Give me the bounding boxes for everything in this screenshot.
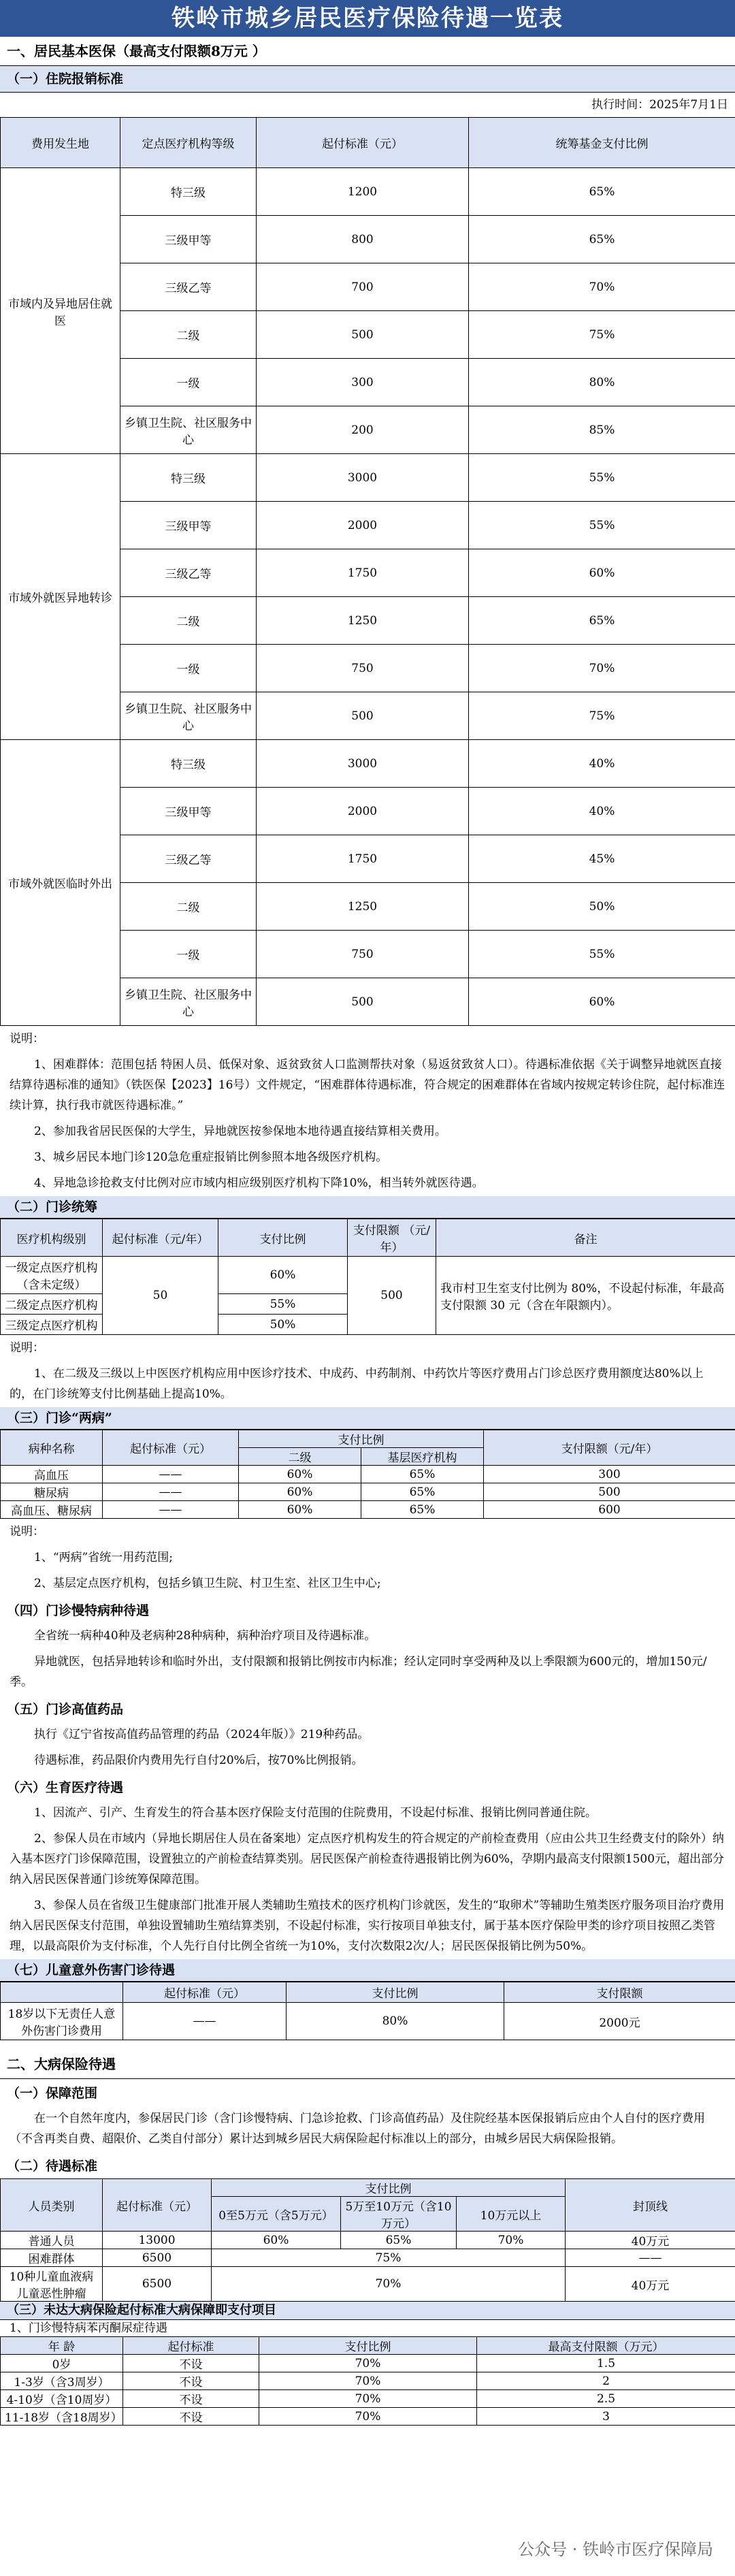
level-cell: 三级乙等 [120, 263, 257, 311]
ratio-cell: 60% [212, 2232, 341, 2249]
cap-cell: 40万元 [566, 2267, 735, 2302]
cap-cell: —— [566, 2249, 735, 2267]
level-cell: 二级 [120, 883, 257, 931]
age-cell: 0岁 [1, 2355, 123, 2372]
header-cell: 二级 [239, 1448, 361, 1466]
table-row [1, 2408, 735, 2426]
ratio-cell: 65% [469, 597, 735, 645]
ratio-cell: 60% [239, 1483, 361, 1501]
start-cell: 13000 [103, 2232, 212, 2249]
note-3: 3、城乡居民本地门诊120急危重症报销比例参照本地各级医疗机构。 [34, 1150, 388, 1164]
place-cell: 市域内及异地居住就医 [1, 168, 120, 454]
header-cell: 定点医疗机构等级 [120, 118, 257, 168]
header-cell: 封顶线 [566, 2179, 735, 2232]
start-cell: —— [103, 1483, 239, 1501]
start-cell: 750 [257, 645, 469, 692]
header-cell: 支付限额 [504, 1982, 735, 2003]
ratio-cell: 70% [259, 2408, 477, 2426]
ratio-cell: 75% [469, 311, 735, 359]
start-cell: —— [103, 1501, 239, 1519]
high-value-drug-p2: 待遇标准，药品限价内费用先行自付20%后，按70%比例报销。 [34, 1754, 363, 1767]
start-cell: 50 [103, 1257, 218, 1335]
table-row [1, 2372, 735, 2390]
header-cell: 病种名称 [1, 1430, 103, 1466]
level-cell: 特三级 [120, 168, 257, 216]
start-cell: 2000 [257, 502, 469, 549]
critical-illness-table [0, 2178, 735, 2302]
level-cell: 一级 [120, 931, 257, 978]
ratio-cell: 80% [469, 359, 735, 406]
limit-cell: 2000元 [504, 2003, 735, 2040]
table-row [1, 2355, 735, 2372]
table-row [1, 2232, 735, 2249]
ratio-cell: 40% [469, 740, 735, 788]
header-cell: 起付标准（元） [123, 1982, 287, 2003]
header-cell: 最高支付限额（万元） [477, 2337, 735, 2355]
two-diseases-header-row [1, 1430, 735, 1448]
ratio-cell: 70% [469, 263, 735, 311]
header-cell: 10万元以上 [457, 2197, 566, 2232]
start-cell: 500 [257, 311, 469, 359]
header-cell: 5万至10万元（含10万元） [341, 2197, 457, 2232]
header-cell: 年 龄 [1, 2337, 123, 2355]
ratio-cell: 50% [218, 1315, 348, 1335]
table-row [1, 1501, 735, 1519]
inpatient-table [0, 117, 735, 1026]
level-cell: 三级甲等 [120, 788, 257, 835]
ratio-cell: 60% [218, 1257, 348, 1294]
who-cell: 普通人员 [1, 2232, 103, 2249]
high-value-drug-heading: （五）门诊高值药品 [7, 1702, 124, 1717]
start-cell: 3000 [257, 454, 469, 502]
level-cell: 二级 [120, 311, 257, 359]
start-cell: 6500 [103, 2267, 212, 2302]
ratio-cell: 70% [259, 2390, 477, 2408]
level-cell: 二级定点医疗机构 [1, 1294, 103, 1315]
table-row [1, 454, 735, 502]
header-cell: 支付比例 [218, 1219, 348, 1257]
who-cell: 10种儿童血液病儿童恶性肿瘤 [1, 2267, 103, 2302]
ratio-cell: 55% [469, 454, 735, 502]
table-row [1, 168, 735, 216]
inpatient-header-row [1, 118, 735, 168]
maternity-heading: （六）生育医疗待遇 [7, 1780, 124, 1795]
critical-header-row [1, 2179, 735, 2197]
page-title: 铁岭市城乡居民医疗保险待遇一览表 [0, 0, 735, 37]
name-cell: 高血压 [1, 1466, 103, 1483]
notes-label: 说明： [10, 1341, 44, 1355]
start-cell: 1750 [257, 835, 469, 883]
name-cell: 高血压、糖尿病 [1, 1501, 103, 1519]
header-cell: 支付比例 [259, 2337, 477, 2355]
level-cell: 一级 [120, 359, 257, 406]
notes-label: 说明： [10, 1032, 44, 1046]
two-diseases-note-1: 1、“两病”省统一用药范围; [34, 1551, 173, 1564]
start-cell: 200 [257, 406, 469, 454]
start-cell: 不设 [123, 2408, 259, 2426]
header-cell: 支付限额 （元/年） [348, 1219, 436, 1257]
ratio-cell: 50% [469, 883, 735, 931]
start-cell: 700 [257, 263, 469, 311]
header-cell: 支付比例 [287, 1982, 504, 2003]
place-cell: 市域外就医异地转诊 [1, 454, 120, 740]
ratio-cell: 65% [361, 1483, 484, 1501]
level-cell: 特三级 [120, 454, 257, 502]
header-cell: 统筹基金支付比例 [469, 118, 735, 168]
ratio-cell: 65% [341, 2232, 457, 2249]
ratio-cell: 60% [239, 1466, 361, 1483]
coverage-paragraph: 在一个自然年度内，参保居民门诊（含门诊慢特病、门急诊抢救、门诊高值药品）及住院经基本医保报销后应由个人自付的医疗费用（不含再类自费、超限价、乙类自付部分）累计达到城乡居民大病保险起付标准以上的部分，由城乡居民大病保险报销。 [10, 2112, 705, 2146]
note-4: 4、异地急诊抢救支付比例对应市域内相应级别医疗机构下降10%，相当转外就医待遇。 [34, 1176, 484, 1190]
start-cell: 不设 [123, 2355, 259, 2372]
level-cell: 一级 [120, 645, 257, 692]
start-cell: 750 [257, 931, 469, 978]
remark-cell: 我市村卫生室支付比例为 80%，不设起付标准，年最高支付限额 30 元（含在年限额内）。 [436, 1257, 735, 1335]
table-row [1, 2390, 735, 2408]
header-cell: 起付标准（元） [257, 118, 469, 168]
note-1: 1、困难群体：范围包括 特困人员、低保对象、返贫致贫人口监测帮扶对象（易返贫致贫人口）。待遇标准依据《关于调整异地就医直接结算待遇标准的通知》（铁医保【2023】16号）文件规定，“困难群体待遇标准，符合规定的困难群体在省域内按规定转诊住院，起付标准连续计算，执行我市就医待遇标准。” [10, 1058, 725, 1112]
start-cell: 2000 [257, 788, 469, 835]
note-2: 2、参加我省居民医保的大学生，异地就医按参保地本地待遇直接结算相关费用。 [34, 1125, 446, 1138]
age-cell: 4-10岁（含10周岁） [1, 2390, 123, 2408]
start-cell: —— [103, 1466, 239, 1483]
level-cell: 一级定点医疗机构（含未定级） [1, 1257, 103, 1294]
two-diseases-table [0, 1430, 735, 1519]
exec-time: 执行时间：2025年7月1日 [591, 98, 728, 112]
header-cell: 人员类别 [1, 2179, 103, 2232]
header-cell: 起付标准（元） [103, 1430, 239, 1466]
limit-cell: 300 [484, 1466, 735, 1483]
two-diseases-heading: （三）门诊“两病” [0, 1407, 735, 1430]
start-cell: 3000 [257, 740, 469, 788]
section-2-heading: 二、大病保险待遇 [0, 2050, 735, 2079]
pku-table [0, 2336, 735, 2426]
ratio-cell: 60% [239, 1501, 361, 1519]
ratio-cell: 60% [469, 549, 735, 597]
limit-cell: 3 [477, 2408, 735, 2426]
ratio-cell: 65% [469, 168, 735, 216]
ratio-cell: 55% [469, 502, 735, 549]
start-cell: 1250 [257, 597, 469, 645]
ratio-cell: 40% [469, 788, 735, 835]
table-row [1, 1483, 735, 1501]
header-cell: 医疗机构级别 [1, 1219, 103, 1257]
level-cell: 乡镇卫生院、社区服务中心 [120, 406, 257, 454]
chronic-p1: 全省统一病种40种及老病种28种病种，病种治疗项目及待遇标准。 [34, 1629, 376, 1643]
start-cell: 800 [257, 216, 469, 263]
start-cell: 1750 [257, 549, 469, 597]
ratio-cell: 70% [259, 2355, 477, 2372]
limit-cell: 600 [484, 1501, 735, 1519]
outpatient-table [0, 1219, 735, 1335]
table-row [1, 2267, 735, 2302]
limit-cell: 500 [484, 1483, 735, 1501]
who-cell: 困难群体 [1, 2249, 103, 2267]
child-injury-header-row [1, 1982, 735, 2003]
ratio-cell: 75% [212, 2249, 566, 2267]
level-cell: 二级 [120, 597, 257, 645]
ratio-cell: 75% [469, 692, 735, 740]
coverage-heading: （一）保障范围 [7, 2086, 98, 2101]
limit-cell: 500 [348, 1257, 436, 1335]
ratio-cell: 70% [469, 645, 735, 692]
table-row [1, 2249, 735, 2267]
maternity-p3: 3、参保人员在省级卫生健康部门批准开展人类辅助生殖技术的医疗机构门诊就医，发生的“取卵术”等辅助生殖类医疗服务项目治疗费用纳入居民医保支付范围，单独设置辅助生殖结算类别，不设起付标准，实行按项目单独支付，属于基本医疗保险甲类的诊疗项目按照乙类管理，以最高限价为支付标准，个人先行自付比例全省统一为10%，支付次数限2次/人；居民医保报销比例为50%。 [10, 1899, 725, 1953]
maternity-p2: 2、参保人员在市域内（异地长期居住人员在备案地）定点医疗机构发生的符合规定的产前检查费用（应由公共卫生经费支付的除外）纳入基本医疗门诊保障范围，设置独立的产前检查结算类别。居民医保产前检查待遇报销比例为60%，孕期内最高支付限额1500元，超出部分纳入居民医保普通门诊统筹保障范围。 [10, 1832, 725, 1886]
start-cell: 不设 [123, 2390, 259, 2408]
header-cell: 0至5万元（含5万元） [212, 2197, 341, 2232]
ratio-cell: 70% [212, 2267, 566, 2302]
high-value-drug-p1: 执行《辽宁省按高值药品管理的药品（2024年版）》219种药品。 [34, 1728, 370, 1741]
header-cell: 起付标准 [123, 2337, 259, 2355]
cap-cell: 40万元 [566, 2232, 735, 2249]
maternity-p1: 1、因流产、引产、生育发生的符合基本医疗保险支付范围的住院费用，不设起付标准、报销比例同普通住院。 [34, 1806, 597, 1820]
table-row [1, 2003, 735, 2040]
ratio-cell: 70% [259, 2372, 477, 2390]
header-cell: 备注 [436, 1219, 735, 1257]
section-1-heading: 一、居民基本医保（最高支付限额8万元 ） [0, 37, 735, 66]
start-cell: —— [123, 2003, 287, 2040]
limit-cell: 2 [477, 2372, 735, 2390]
header-cell: 支付比例 [239, 1430, 484, 1448]
start-cell: 300 [257, 359, 469, 406]
start-cell: 6500 [103, 2249, 212, 2267]
ratio-cell: 65% [361, 1466, 484, 1483]
limit-cell: 2.5 [477, 2390, 735, 2408]
outpatient-note: 1、在二级及三级以上中医医疗机构应用中医诊疗技术、中成药、中药制剂、中药饮片等医疗费用占门诊总医疗费用额度达80%以上的，在门诊统筹支付比例基础上提高10%。 [10, 1367, 704, 1401]
pku-subheading: 1、门诊慢特病苯丙酮尿症待遇 [10, 2321, 167, 2335]
ratio-cell: 55% [218, 1294, 348, 1315]
name-cell: 糖尿病 [1, 1483, 103, 1501]
criteria-heading: （二）待遇标准 [7, 2159, 98, 2174]
child-injury-table [0, 1982, 735, 2040]
pku-heading: （三）未达大病保险起付标准大病保障即支付项目 [0, 2302, 735, 2320]
level-cell: 乡镇卫生院、社区服务中心 [120, 978, 257, 1026]
child-injury-heading: （七）儿童意外伤害门诊待遇 [0, 1959, 735, 1982]
level-cell: 乡镇卫生院、社区服务中心 [120, 692, 257, 740]
level-cell: 三级甲等 [120, 216, 257, 263]
outpatient-heading: （二）门诊统筹 [0, 1196, 735, 1219]
ratio-cell: 85% [469, 406, 735, 454]
start-cell: 500 [257, 692, 469, 740]
level-cell: 三级乙等 [120, 549, 257, 597]
ratio-cell: 55% [469, 931, 735, 978]
header-cell: 支付限额（元/年） [484, 1430, 735, 1466]
start-cell: 1250 [257, 883, 469, 931]
start-cell: 不设 [123, 2372, 259, 2390]
header-cell: 基层医疗机构 [361, 1448, 484, 1466]
outpatient-header-row [1, 1219, 735, 1257]
ratio-cell: 65% [361, 1501, 484, 1519]
header-cell: 起付标准（元/年） [103, 1219, 218, 1257]
header-cell [1, 1982, 123, 2003]
notes-label: 说明： [10, 1525, 44, 1539]
chronic-p2: 异地就医，包括异地转诊和临时外出，支付限额和报销比例按市内标准；经认定同时享受两种及以上季限额为600元的，增加150元/季。 [10, 1655, 707, 1689]
header-cell: 支付比例 [212, 2179, 566, 2197]
pku-header-row [1, 2337, 735, 2355]
table-row [1, 740, 735, 788]
table-row [1, 1466, 735, 1483]
ratio-cell: 65% [469, 216, 735, 263]
header-cell: 起付标准（元） [103, 2179, 212, 2232]
who-cell: 18岁以下无责任人意外伤害门诊费用 [1, 2003, 123, 2040]
limit-cell: 1.5 [477, 2355, 735, 2372]
start-cell: 1200 [257, 168, 469, 216]
level-cell: 三级甲等 [120, 502, 257, 549]
age-cell: 11-18岁（含18周岁） [1, 2408, 123, 2426]
age-cell: 1-3岁（含3周岁） [1, 2372, 123, 2390]
start-cell: 500 [257, 978, 469, 1026]
header-cell: 费用发生地 [1, 118, 120, 168]
ratio-cell: 45% [469, 835, 735, 883]
wechat-watermark: 公众号 · 铁岭市医疗保障局 [512, 2534, 719, 2561]
table-row [1, 1257, 735, 1294]
ratio-cell: 70% [457, 2232, 566, 2249]
level-cell: 三级乙等 [120, 835, 257, 883]
level-cell: 三级定点医疗机构 [1, 1315, 103, 1335]
chronic-heading: （四）门诊慢特病种待遇 [7, 1603, 150, 1618]
two-diseases-note-2: 2、基层定点医疗机构，包括乡镇卫生院、村卫生室、社区卫生中心; [34, 1577, 381, 1590]
level-cell: 特三级 [120, 740, 257, 788]
place-cell: 市域外就医临时外出 [1, 740, 120, 1026]
inpatient-heading: （一）住院报销标准 [0, 66, 735, 93]
ratio-cell: 80% [287, 2003, 504, 2040]
ratio-cell: 60% [469, 978, 735, 1026]
